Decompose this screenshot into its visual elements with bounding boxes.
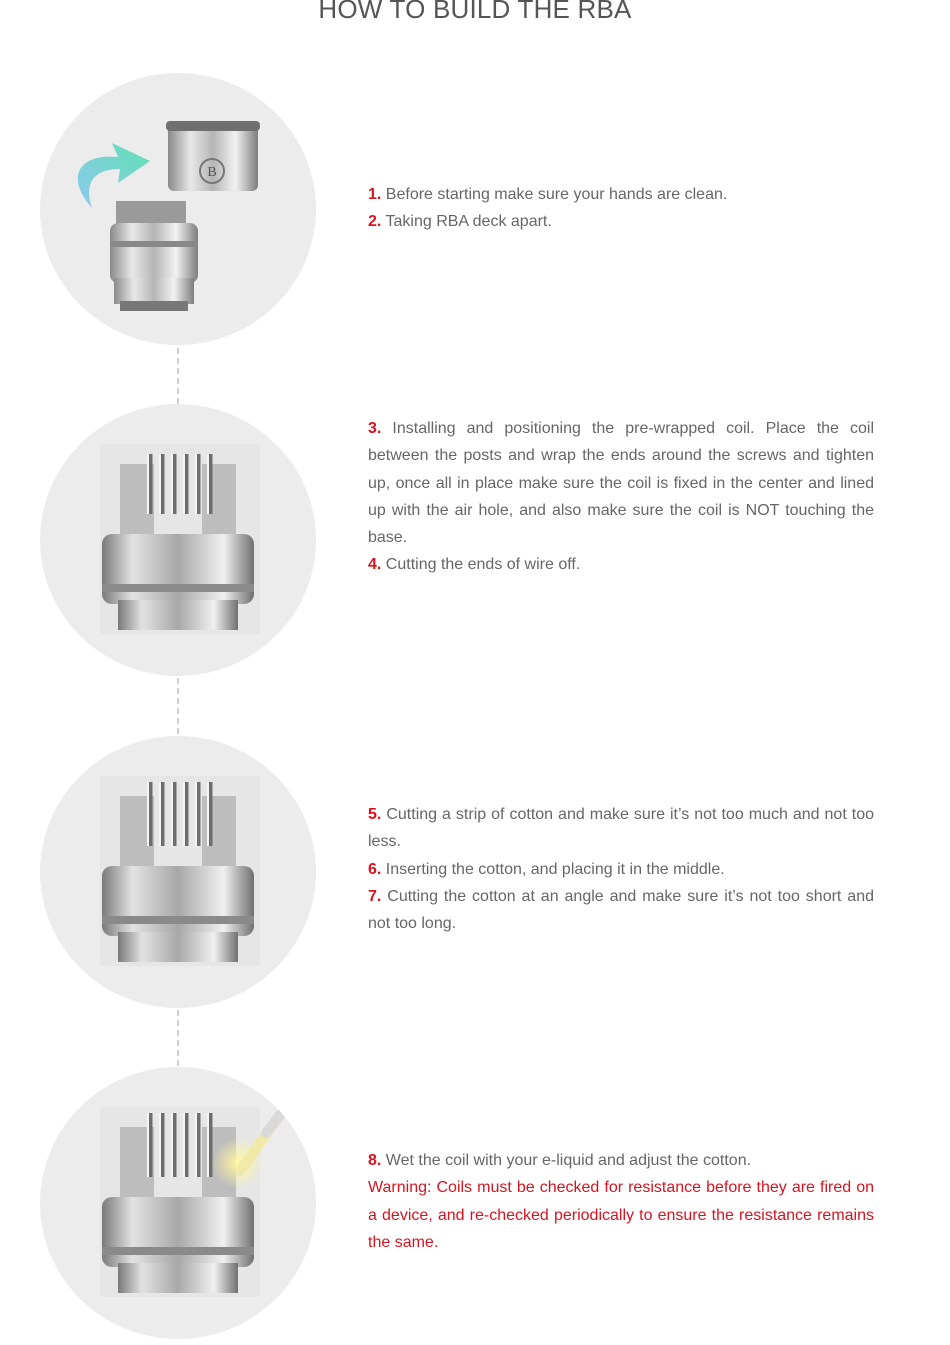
instruction-item: 7. Cutting the cotton at an angle and make sure it’s not too short and not too long. [368,887,874,933]
instruction-item: 1. Before starting make sure your hands are clean. [368,186,728,203]
step-connector [177,348,179,404]
svg-text:B: B [207,165,217,180]
step-1-image [40,73,316,345]
cotton-insert-image [40,736,316,1008]
step-connector [177,1010,179,1066]
step-connector [177,678,179,734]
step-3-image [40,736,316,1008]
step-1-instructions [368,181,874,236]
rba-deck-disassembly-image [40,73,316,345]
step-3-instructions [368,801,874,937]
step-2-instructions [368,415,874,579]
coil-install-image [40,404,316,676]
instruction-item: 8. Wet the coil with your e-liquid and adjust the cotton. [368,1152,752,1169]
step-4-instructions [368,1147,874,1256]
step-2-image [40,404,316,676]
curved-arrow-icon [78,143,150,208]
instruction-item: 5. Cutting a strip of cotton and make sure it’s not too much and not too less. [368,806,874,851]
instruction-item: 4. Cutting the ends of wire off. [368,556,581,574]
warning-text: Warning: Coils must be checked for resistance before they are fired on a device, and re-checked periodically to ensure the resistance remains the same. [368,1179,874,1251]
step-4-image [40,1067,316,1339]
page-title: HOW TO BUILD THE RBA [318,0,632,24]
instruction-item: 2. Taking RBA deck apart. [368,213,552,231]
instruction-item: 3. Installing and positioning the pre-wrapped coil. Place the coil between the posts and wrap the ends around the screws and tighten up, once all in place make sure the coil is fixed in the center and lined up with the air hole, and also make sure the coil is NOT touching the base. [368,420,874,547]
instruction-item: 6. Inserting the cotton, and placing it in the middle. [368,860,725,878]
e-liquid-wicking-image [40,1067,316,1339]
